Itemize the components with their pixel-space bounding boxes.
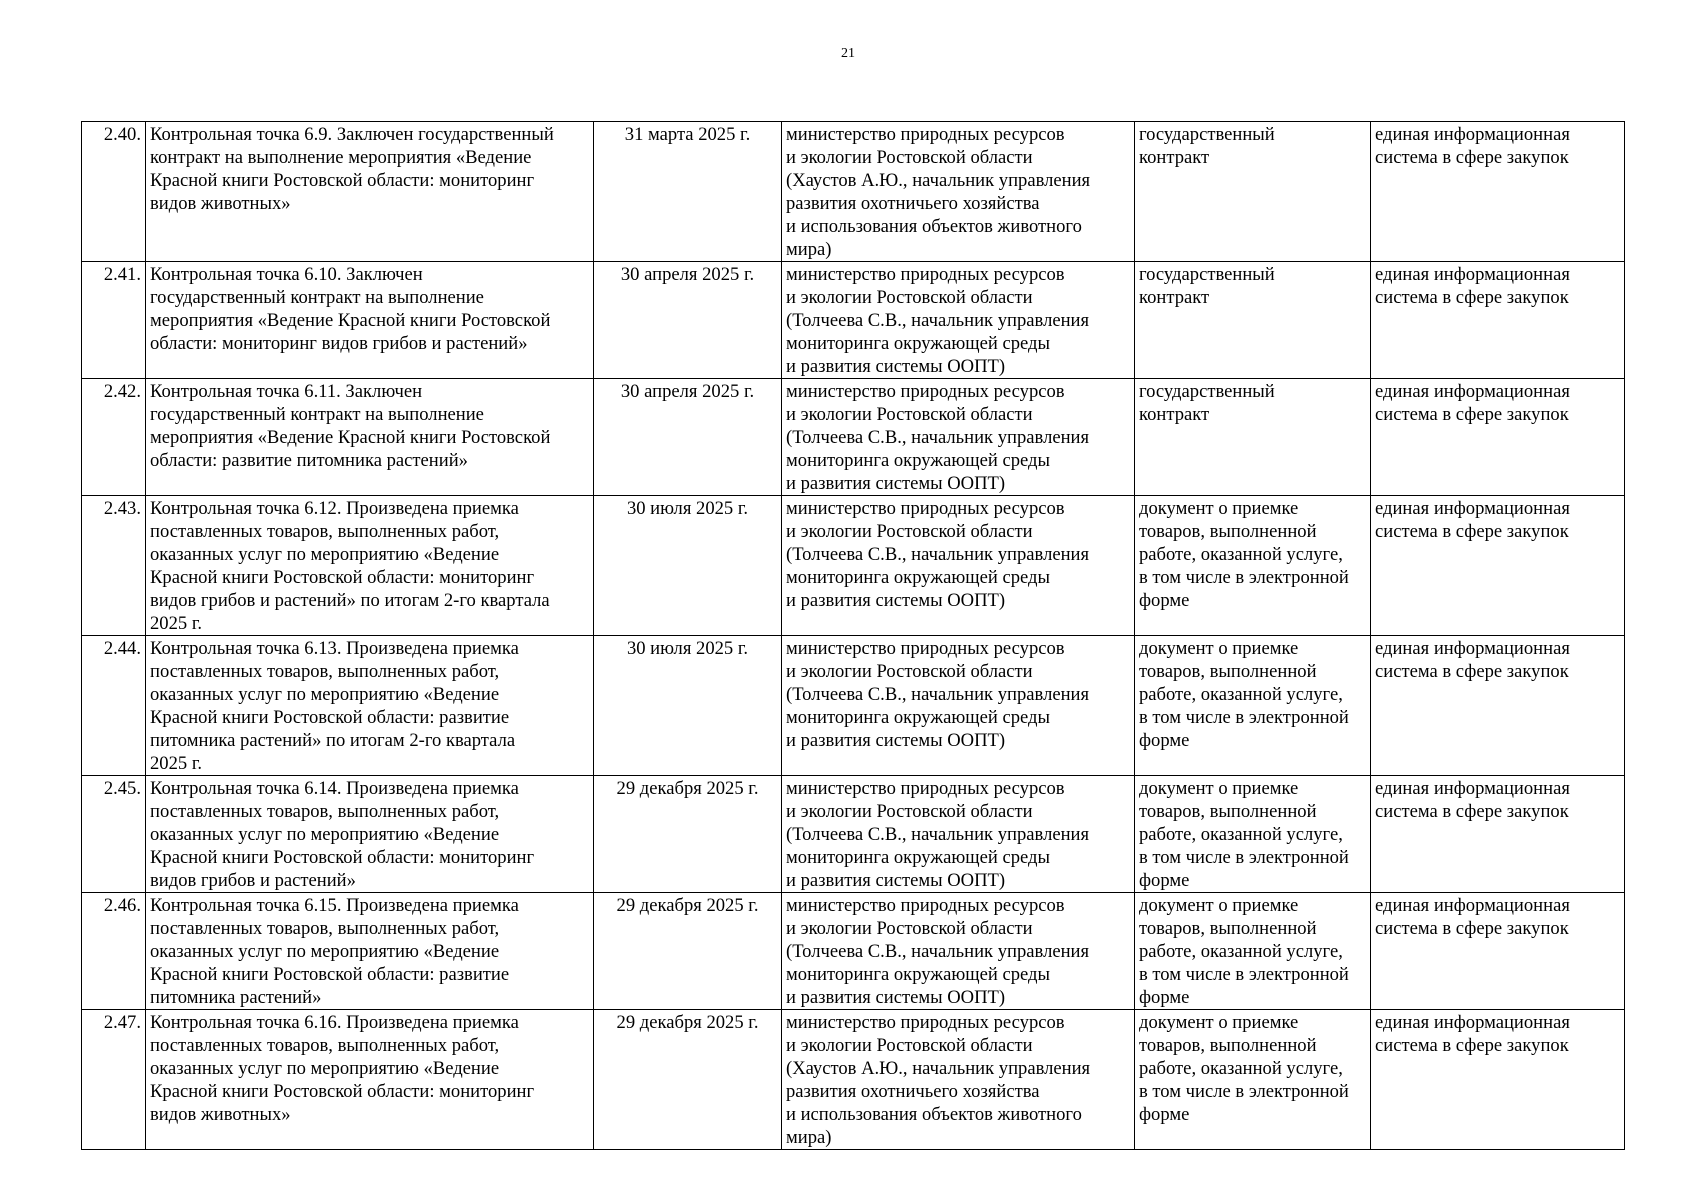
- document-line: документ о приемке: [1139, 638, 1299, 659]
- title-line: 2025 г.: [150, 613, 203, 634]
- control-point-title: [146, 1010, 594, 1150]
- title-line: Красной книги Ростовской области: развитие: [150, 707, 510, 728]
- document-line: форме: [1139, 870, 1190, 891]
- title-line: Красной книги Ростовской области: мониторинг: [150, 170, 535, 191]
- system-line: единая информационная: [1375, 1012, 1570, 1033]
- title-line: оказанных услуг по мероприятию «Ведение: [150, 824, 500, 845]
- responsible-line: министерство природных ресурсов: [786, 1012, 1065, 1033]
- title-line: поставленных товаров, выполненных работ,: [150, 1035, 500, 1056]
- row-number: 2.44.: [82, 636, 146, 776]
- table-body: [82, 122, 1625, 1150]
- information-system: [1371, 776, 1625, 893]
- document-line: документ о приемке: [1139, 1012, 1299, 1033]
- document-line: форме: [1139, 987, 1190, 1008]
- document-line: товаров, выполненной: [1139, 521, 1317, 542]
- system-line: система в сфере закупок: [1375, 918, 1569, 939]
- information-system: [1371, 379, 1625, 496]
- title-line: мероприятия «Ведение Красной книги Ростовской: [150, 310, 551, 331]
- deadline-date: 30 апреля 2025 г.: [594, 379, 782, 496]
- responsible-line: и экологии Ростовской области: [786, 1035, 1033, 1056]
- deadline-date: 29 декабря 2025 г.: [594, 776, 782, 893]
- page-number: 21: [841, 46, 855, 61]
- table-row: [82, 122, 1625, 262]
- title-line: Красной книги Ростовской области: мониторинг: [150, 567, 535, 588]
- document-line: в том числе в электронной: [1139, 847, 1349, 868]
- system-line: единая информационная: [1375, 895, 1570, 916]
- responsible-line: министерство природных ресурсов: [786, 895, 1065, 916]
- document-line: работе, оказанной услуге,: [1139, 941, 1343, 962]
- responsible-line: мира): [786, 239, 832, 260]
- title-line: поставленных товаров, выполненных работ,: [150, 801, 500, 822]
- responsible-line: (Толчеева С.В., начальник управления: [786, 427, 1090, 448]
- row-number: 2.46.: [82, 893, 146, 1010]
- document-line: товаров, выполненной: [1139, 918, 1317, 939]
- title-line: Контрольная точка 6.10. Заключен: [150, 264, 423, 285]
- document-line: документ о приемке: [1139, 895, 1299, 916]
- title-line: видов животных»: [150, 193, 291, 214]
- title-line: Красной книги Ростовской области: мониторинг: [150, 1081, 535, 1102]
- control-point-title: [146, 893, 594, 1010]
- title-line: Контрольная точка 6.15. Произведена приемка: [150, 895, 519, 916]
- document-line: работе, оказанной услуге,: [1139, 824, 1343, 845]
- title-line: оказанных услуг по мероприятию «Ведение: [150, 1058, 500, 1079]
- document-line: государственный: [1139, 264, 1275, 285]
- title-line: видов животных»: [150, 1104, 291, 1125]
- title-line: поставленных товаров, выполненных работ,: [150, 521, 500, 542]
- responsible-party: [782, 379, 1135, 496]
- table-row: [82, 776, 1625, 893]
- responsible-line: и развития системы ООПТ): [786, 473, 1006, 494]
- responsible-line: министерство природных ресурсов: [786, 778, 1065, 799]
- document-type: [1135, 496, 1371, 636]
- document-line: товаров, выполненной: [1139, 661, 1317, 682]
- document-line: в том числе в электронной: [1139, 964, 1349, 985]
- document-type: [1135, 379, 1371, 496]
- document-line: в том числе в электронной: [1139, 1081, 1349, 1102]
- deadline-date: 30 июля 2025 г.: [594, 636, 782, 776]
- document-line: государственный: [1139, 381, 1275, 402]
- table-row: [82, 379, 1625, 496]
- responsible-party: [782, 262, 1135, 379]
- system-line: система в сфере закупок: [1375, 147, 1569, 168]
- title-line: Контрольная точка 6.16. Произведена приемка: [150, 1012, 519, 1033]
- responsible-line: мониторинга окружающей среды: [786, 333, 1050, 354]
- responsible-line: развития охотничьего хозяйства: [786, 1081, 1040, 1102]
- control-points-table: [81, 121, 1625, 1150]
- document-line: документ о приемке: [1139, 778, 1299, 799]
- control-point-title: [146, 262, 594, 379]
- responsible-line: и экологии Ростовской области: [786, 918, 1033, 939]
- control-point-title: [146, 379, 594, 496]
- responsible-line: (Хаустов А.Ю., начальник управления: [786, 170, 1091, 191]
- responsible-line: (Хаустов А.Ю., начальник управления: [786, 1058, 1091, 1079]
- responsible-line: и экологии Ростовской области: [786, 661, 1033, 682]
- responsible-line: и экологии Ростовской области: [786, 521, 1033, 542]
- deadline-date: 30 апреля 2025 г.: [594, 262, 782, 379]
- responsible-line: министерство природных ресурсов: [786, 498, 1065, 519]
- responsible-line: и экологии Ростовской области: [786, 147, 1033, 168]
- system-line: система в сфере закупок: [1375, 801, 1569, 822]
- title-line: области: развитие питомника растений»: [150, 450, 468, 471]
- responsible-party: [782, 776, 1135, 893]
- title-line: Контрольная точка 6.11. Заключен: [150, 381, 423, 402]
- document-line: товаров, выполненной: [1139, 801, 1317, 822]
- responsible-line: мониторинга окружающей среды: [786, 567, 1050, 588]
- title-line: 2025 г.: [150, 753, 203, 774]
- information-system: [1371, 893, 1625, 1010]
- control-point-title: [146, 776, 594, 893]
- responsible-line: и использования объектов животного: [786, 216, 1082, 237]
- title-line: оказанных услуг по мероприятию «Ведение: [150, 544, 500, 565]
- row-number: 2.47.: [82, 1010, 146, 1150]
- title-line: Контрольная точка 6.13. Произведена приемка: [150, 638, 519, 659]
- title-line: оказанных услуг по мероприятию «Ведение: [150, 684, 500, 705]
- responsible-line: мониторинга окружающей среды: [786, 964, 1050, 985]
- row-number: 2.42.: [82, 379, 146, 496]
- responsible-line: (Толчеева С.В., начальник управления: [786, 544, 1090, 565]
- table-row: [82, 496, 1625, 636]
- document-line: работе, оказанной услуге,: [1139, 684, 1343, 705]
- document-line: форме: [1139, 1104, 1190, 1125]
- control-point-title: [146, 122, 594, 262]
- responsible-line: развития охотничьего хозяйства: [786, 193, 1040, 214]
- responsible-party: [782, 122, 1135, 262]
- responsible-line: и развития системы ООПТ): [786, 987, 1006, 1008]
- deadline-date: 31 марта 2025 г.: [594, 122, 782, 262]
- table-row: [82, 262, 1625, 379]
- system-line: единая информационная: [1375, 381, 1570, 402]
- title-line: видов грибов и растений» по итогам 2-го квартала: [150, 590, 550, 611]
- responsible-party: [782, 636, 1135, 776]
- responsible-line: и экологии Ростовской области: [786, 287, 1033, 308]
- title-line: питомника растений»: [150, 987, 322, 1008]
- responsible-line: и экологии Ростовской области: [786, 404, 1033, 425]
- information-system: [1371, 122, 1625, 262]
- deadline-date: 30 июля 2025 г.: [594, 496, 782, 636]
- responsible-line: и использования объектов животного: [786, 1104, 1082, 1125]
- system-line: единая информационная: [1375, 778, 1570, 799]
- document-line: работе, оказанной услуге,: [1139, 544, 1343, 565]
- title-line: Контрольная точка 6.9. Заключен государственный: [150, 124, 554, 145]
- document-line: работе, оказанной услуге,: [1139, 1058, 1343, 1079]
- system-line: единая информационная: [1375, 124, 1570, 145]
- deadline-date: 29 декабря 2025 г.: [594, 893, 782, 1010]
- document-line: в том числе в электронной: [1139, 707, 1349, 728]
- title-line: Контрольная точка 6.14. Произведена приемка: [150, 778, 519, 799]
- document-line: контракт: [1139, 404, 1210, 425]
- document-line: документ о приемке: [1139, 498, 1299, 519]
- title-line: поставленных товаров, выполненных работ,: [150, 661, 500, 682]
- responsible-line: мониторинга окружающей среды: [786, 707, 1050, 728]
- responsible-line: (Толчеева С.В., начальник управления: [786, 941, 1090, 962]
- information-system: [1371, 1010, 1625, 1150]
- row-number: 2.45.: [82, 776, 146, 893]
- title-line: оказанных услуг по мероприятию «Ведение: [150, 941, 500, 962]
- row-number: 2.40.: [82, 122, 146, 262]
- system-line: система в сфере закупок: [1375, 661, 1569, 682]
- title-line: области: мониторинг видов грибов и растений»: [150, 333, 528, 354]
- system-line: единая информационная: [1375, 638, 1570, 659]
- responsible-line: и развития системы ООПТ): [786, 356, 1006, 377]
- document-line: форме: [1139, 590, 1190, 611]
- responsible-line: (Толчеева С.В., начальник управления: [786, 684, 1090, 705]
- responsible-line: (Толчеева С.В., начальник управления: [786, 310, 1090, 331]
- system-line: система в сфере закупок: [1375, 521, 1569, 542]
- table-row: [82, 636, 1625, 776]
- responsible-line: министерство природных ресурсов: [786, 638, 1065, 659]
- document-line: товаров, выполненной: [1139, 1035, 1317, 1056]
- title-line: контракт на выполнение мероприятия «Ведение: [150, 147, 532, 168]
- title-line: поставленных товаров, выполненных работ,: [150, 918, 500, 939]
- responsible-line: и экологии Ростовской области: [786, 801, 1033, 822]
- document-line: государственный: [1139, 124, 1275, 145]
- responsible-line: министерство природных ресурсов: [786, 264, 1065, 285]
- responsible-line: министерство природных ресурсов: [786, 381, 1065, 402]
- control-point-title: [146, 496, 594, 636]
- document-type: [1135, 776, 1371, 893]
- responsible-line: и развития системы ООПТ): [786, 870, 1006, 891]
- row-number: 2.41.: [82, 262, 146, 379]
- document-type: [1135, 636, 1371, 776]
- control-point-title: [146, 636, 594, 776]
- responsible-line: мира): [786, 1127, 832, 1148]
- title-line: мероприятия «Ведение Красной книги Ростовской: [150, 427, 551, 448]
- system-line: единая информационная: [1375, 498, 1570, 519]
- system-line: система в сфере закупок: [1375, 404, 1569, 425]
- system-line: единая информационная: [1375, 264, 1570, 285]
- document-type: [1135, 893, 1371, 1010]
- document-type: [1135, 122, 1371, 262]
- title-line: Красной книги Ростовской области: развитие: [150, 964, 510, 985]
- title-line: государственный контракт на выполнение: [150, 404, 484, 425]
- system-line: система в сфере закупок: [1375, 287, 1569, 308]
- table-row: [82, 1010, 1625, 1150]
- responsible-party: [782, 893, 1135, 1010]
- document-line: в том числе в электронной: [1139, 567, 1349, 588]
- document-line: контракт: [1139, 147, 1210, 168]
- responsible-party: [782, 1010, 1135, 1150]
- title-line: Контрольная точка 6.12. Произведена приемка: [150, 498, 519, 519]
- responsible-party: [782, 496, 1135, 636]
- title-line: государственный контракт на выполнение: [150, 287, 484, 308]
- row-number: 2.43.: [82, 496, 146, 636]
- deadline-date: 29 декабря 2025 г.: [594, 1010, 782, 1150]
- responsible-line: (Толчеева С.В., начальник управления: [786, 824, 1090, 845]
- information-system: [1371, 496, 1625, 636]
- information-system: [1371, 262, 1625, 379]
- responsible-line: и развития системы ООПТ): [786, 730, 1006, 751]
- responsible-line: мониторинга окружающей среды: [786, 450, 1050, 471]
- document-type: [1135, 262, 1371, 379]
- responsible-line: и развития системы ООПТ): [786, 590, 1006, 611]
- title-line: питомника растений» по итогам 2-го квартала: [150, 730, 516, 751]
- responsible-line: министерство природных ресурсов: [786, 124, 1065, 145]
- responsible-line: мониторинга окружающей среды: [786, 847, 1050, 868]
- table-row: [82, 893, 1625, 1010]
- title-line: видов грибов и растений»: [150, 870, 356, 891]
- document-type: [1135, 1010, 1371, 1150]
- system-line: система в сфере закупок: [1375, 1035, 1569, 1056]
- document-line: контракт: [1139, 287, 1210, 308]
- information-system: [1371, 636, 1625, 776]
- title-line: Красной книги Ростовской области: мониторинг: [150, 847, 535, 868]
- document-line: форме: [1139, 730, 1190, 751]
